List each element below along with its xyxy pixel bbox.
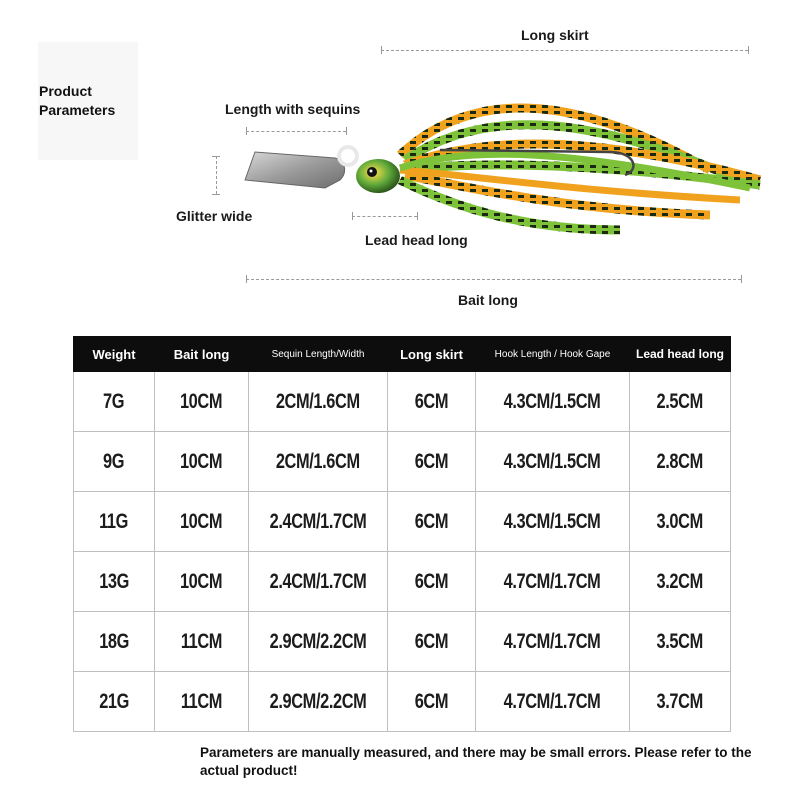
- cell-weight: 13G: [74, 552, 155, 612]
- cell-bait-long: 10CM: [155, 492, 249, 552]
- cell-sequin: 2.9CM/2.2CM: [249, 612, 388, 672]
- cell-long-skirt: 6CM: [388, 672, 476, 732]
- cell-lead-head: 3.7CM: [630, 672, 731, 732]
- title-line-1: Product: [39, 83, 92, 99]
- cell-bait-long: 10CM: [155, 552, 249, 612]
- dimension-line-glitter: [216, 156, 217, 194]
- cell-lead-head: 2.8CM: [630, 432, 731, 492]
- table-row: [74, 612, 731, 672]
- cell-hook: 4.7CM/1.7CM: [476, 672, 630, 732]
- tick: [381, 46, 382, 54]
- chatterbait-lure-image: [240, 80, 780, 250]
- cell-hook: 4.3CM/1.5CM: [476, 372, 630, 432]
- skirt-strands: [400, 108, 760, 230]
- cell-lead-head: 3.5CM: [630, 612, 731, 672]
- cell-long-skirt: 6CM: [388, 372, 476, 432]
- cell-weight: 7G: [74, 372, 155, 432]
- cell-long-skirt: 6CM: [388, 432, 476, 492]
- cell-lead-head: 2.5CM: [630, 372, 731, 432]
- table-row: [74, 552, 731, 612]
- label-long-skirt: Long skirt: [521, 27, 589, 43]
- cell-weight: 18G: [74, 612, 155, 672]
- parameters-table: [73, 336, 731, 732]
- cell-sequin: 2.4CM/1.7CM: [249, 552, 388, 612]
- tick: [212, 156, 220, 157]
- header-hook-length-gape: Hook Length / Hook Gape: [476, 337, 630, 372]
- label-bait-long: Bait long: [458, 292, 518, 308]
- label-length-with-sequins: Length with sequins: [225, 101, 361, 117]
- table-row: [74, 432, 731, 492]
- cell-lead-head: 3.0CM: [630, 492, 731, 552]
- cell-long-skirt: 6CM: [388, 492, 476, 552]
- tick: [748, 46, 749, 54]
- cell-sequin: 2CM/1.6CM: [249, 372, 388, 432]
- tick: [212, 194, 220, 195]
- measurement-disclaimer: Parameters are manually measured, and there may be small errors. Please refer to the actual product!: [200, 745, 752, 778]
- cell-sequin: 2.9CM/2.2CM: [249, 672, 388, 732]
- label-lead-head-long: Lead head long: [365, 232, 468, 248]
- cell-hook: 4.7CM/1.7CM: [476, 612, 630, 672]
- header-bait-long: Bait long: [155, 337, 249, 372]
- header-long-skirt: Long skirt: [388, 337, 476, 372]
- cell-hook: 4.3CM/1.5CM: [476, 492, 630, 552]
- header-lead-head-long: Lead head long: [630, 337, 731, 372]
- tick: [741, 275, 742, 283]
- cell-long-skirt: 6CM: [388, 612, 476, 672]
- cell-sequin: 2CM/1.6CM: [249, 432, 388, 492]
- cell-lead-head: 3.2CM: [630, 552, 731, 612]
- cell-sequin: 2.4CM/1.7CM: [249, 492, 388, 552]
- cell-bait-long: 10CM: [155, 372, 249, 432]
- title-line-2: Parameters: [39, 102, 116, 118]
- dimension-line-long-skirt: [381, 50, 748, 51]
- cell-weight: 21G: [74, 672, 155, 732]
- cell-bait-long: 10CM: [155, 432, 249, 492]
- cell-hook: 4.3CM/1.5CM: [476, 432, 630, 492]
- cell-weight: 9G: [74, 432, 155, 492]
- label-glitter-wide: Glitter wide: [176, 208, 253, 224]
- header-sequin-length-width: Sequin Length/Width: [249, 337, 388, 372]
- tick: [246, 275, 247, 283]
- table-row: [74, 372, 731, 432]
- cell-bait-long: 11CM: [155, 612, 249, 672]
- page-title: [39, 82, 115, 120]
- table-row: [74, 492, 731, 552]
- cell-weight: 11G: [74, 492, 155, 552]
- header-weight: Weight: [74, 337, 155, 372]
- table-row: [74, 672, 731, 732]
- cell-bait-long: 11CM: [155, 672, 249, 732]
- cell-hook: 4.7CM/1.7CM: [476, 552, 630, 612]
- dimension-line-bait-long: [246, 279, 741, 280]
- table-header-row: [74, 337, 731, 372]
- cell-long-skirt: 6CM: [388, 552, 476, 612]
